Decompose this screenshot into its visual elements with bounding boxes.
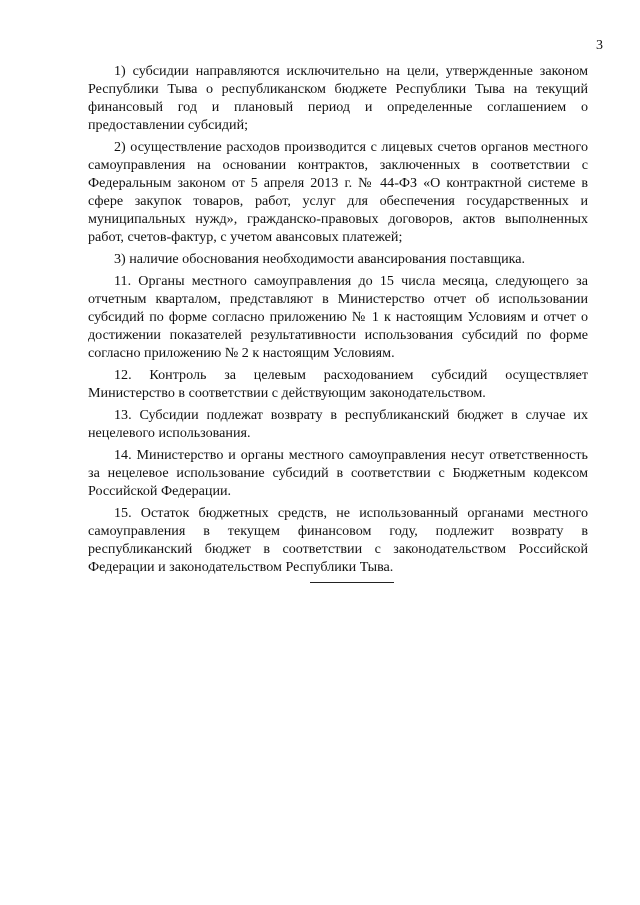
paragraph-2-expenses: 2) осуществление расходов производится с лицевых счетов органов местного самоуправления на основании контрактов, заключенных в соответствии с Федеральным законом от 5 апреля 2013 г. № 44-ФЗ «О контрактной системе в сфере закупок товаров, работ, услуг для обеспечения государственных и муниципальных нужд», гражданско-правовых договоров, актов выполненных работ, счетов-фактур, с учетом авансовых платежей;	[88, 139, 588, 245]
paragraph-11-report: 11. Органы местного самоуправления до 15 числа месяца, следующего за отчетным кварталом, представляют в Министерство отчет об использовании субсидий по форме согласно приложению № 1 к настоящим Условиям и отчет о достижении показателей результативности использования субсидий по форме согласно приложению № 2 к настоящим Условиям.	[88, 273, 588, 361]
paragraph-13-return: 13. Субсидии подлежат возврату в республиканский бюджет в случае их нецелевого использования.	[88, 407, 588, 441]
paragraph-3-advance: 3) наличие обоснования необходимости авансирования поставщика.	[114, 251, 526, 267]
closing-divider	[310, 582, 394, 583]
paragraph-12-control: 12. Контроль за целевым расходованием субсидий осуществляет Министерство в соответствии с действующим законодательством.	[88, 367, 588, 401]
paragraph-1-subsidies-purpose: 1) субсидии направляются исключительно на цели, утвержденные законом Республики Тыва о республиканском бюджете Республики Тыва на текущий финансовый год и плановый период и определенные соглашением о предоставлении субсидий;	[88, 63, 588, 133]
page-number: 3	[596, 38, 603, 53]
paragraph-14-responsibility: 14. Министерство и органы местного самоуправления несут ответственность за нецелевое использование субсидий в соответствии с Бюджетным кодексом Российской Федерации.	[88, 447, 588, 499]
document-body	[88, 62, 588, 576]
paragraph-15-remainder: 15. Остаток бюджетных средств, не использованный органами местного самоуправления в текущем финансовом году, подлежит возврату в республиканский бюджет в соответствии с законодательством Российской Федерации и законодательством Республики Тыва.	[88, 505, 588, 575]
